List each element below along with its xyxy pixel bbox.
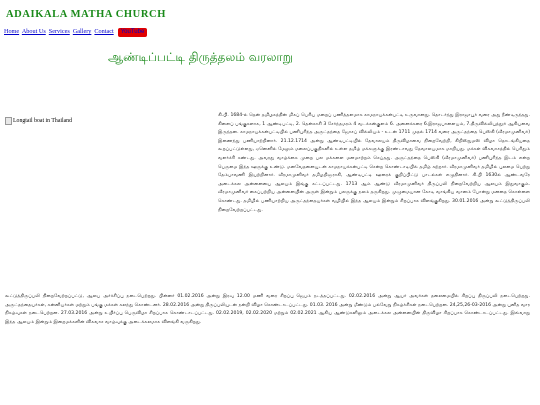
site-title: ADAIKALA MATHA CHURCH	[6, 9, 166, 20]
image-alt-text: Longtail boat in Thailand	[13, 118, 72, 124]
history-paragraph: கி.பி. 1684-ல் தென் தமிழகத்தின் மிகப் பெரிய மறைப் பணித்தளமாக காமநாயக்கன்பட்டி உருவானது. தொடர்ந்து இராஜாபூர் வரை அது நீண்டிருந்தது. கிளைப் பங்குகளாக, 1 ஆண்டிபட்டி, 2. தென்காசி 3 சேர்ந்தமரம் 4 வடக்கன்குளம் 6. அனைக்கரை 6.இராஜபாளையம், 7.திருவில்லிபுத்தூர் ஆகியவை இருந்தன. காமநாயக்கன்பட்டியில் பணிபுரிந்த அருட்தந்தை ஜோசப் வில்லியம் - உடன் 1711 முதல் 1714 வரை அருட்தந்தை பெஸ்கி (வீரமாமுனிவர்) இணைந்து பணியாற்றினார். 21.12.1714 அன்று ஆண்டிபட்டியில் தேவாலயம் திருவிழாவை நிறைவேற்றி, கிறிஸ்துமஸ் விழா தொடங்கியதை கூறப்பட்டுள்ளது, ஏனெனில் மேலும் மலைப்பகுதிகளில் உள்ள தமிழ் மக்களுக்கு இரண்டாவது தேவாலயமாக மாறியது. மக்கள் விசுவாசத்தில் பெரிதும் வளர்ச்சி கண்டது. அவரது வாழ்க்கை முறை பல மக்களை மனமாற்றம் செய்தது. அருட்தந்தை பெஸ்கி (வீரமாமுனிவர்) பணிபுரிந்த இடம் என்ற பெருமை இந்த ஊருக்கு உண்டு. மனவேதனையுடன் காமநாயக்கன்பட்டி சென்ற கொண்டாடியில் தமிழ் கற்றார். வீரமாமுனிவர் தமிழில் புலமை பெற்று தேம்பாவணி இயற்றினார். வீரமாமுனிவர் தமிழறிஞராகி, ஆண்டிபட்டி ஊரைக் குறிப்பிட்டு பாடல்கள் எழுதினார். கி.பி 1630ல் ஆண்டவரே அடைக்கல அன்னையை ஆலயம் இங்கு கட்டப்பட்டது. 1713 ஆம் ஆண்டு வீரமாமுனிவர் திருப்பலி நிறைவேற்றிய ஆலயம் இதுவாகும். வீரமாமுனிவர் கைப்பற்றிய அன்னையின் அருள் இன்றும் பலருக்கு நலம் தருகிறது. முழுமையான கோடி வாங்கிய வானம் போன்று மனதை கொள்ளை கொண்டது. தமிழில் பணியாற்றிய அருட்தந்தையர்கள் வழியில் இந்த ஆலயம் இன்றும் சிறப்பாக விளங்குகிறது. 30.01.2016 அன்று கூட்டுத்திருப்பலி நிறைவேற்றப்பட்டது.	[218, 113, 530, 213]
nav-about-link[interactable]: About Us	[21, 28, 46, 35]
main-nav	[4, 28, 149, 37]
broken-image-icon	[5, 117, 12, 125]
youtube-button[interactable]: YouTube	[118, 28, 148, 37]
nav-services-link[interactable]: Services	[48, 28, 70, 35]
church-image	[5, 117, 72, 125]
history-paragraph-continued: கூட்டுத்திருப்பலி நிறைவேற்றப்பட்டு, ஆலய அர்ச்சிப்பு நடைபெற்றது. பின்னர் 01.02.2016 அன்று இரவு 12.00 மணி வரை சிறப்பு ஜெபம் நடத்தப்பட்டது. 02.02.2016 அன்று ஆயர் அவர்கள் தலைமையில் சிறப்பு திருப்பலி நடைபெற்றது. அருட்தந்தையர்கள், கன்னியர்கள் மற்றும் பங்கு மக்கள் கலந்து கொண்டனர். 28.02.2016 அன்று திருப்பலியுடன் நன்றி விழா கொண்டாடப்பட்டது. 01.03. 2016 அன்று மீண்டும் பல்வேறு நிகழ்ச்சிகள் நடைபெற்றன. 24,25,26-03-2016 அன்று புனித வார நிகழ்வுகள் நடைபெற்றன. 27.03.2016 அன்று உயிர்ப்பு பெருவிழா சிறப்பாக கொண்டாடப்பட்டது. 02.02.2019, 02.02.2020 மற்றும் 02.02.2021 ஆகிய ஆண்டுகளிலும் அடைக்கல அன்னையின் திருவிழா சிறப்பாக கொண்டாடப்பட்டது. இவ்வாறு இந்த ஆலயம் இன்றும் இறைமக்களின் விசுவாச வாழ்வுக்கு அடைக்கலமாக விளங்கி வருகிறது.	[5, 294, 530, 325]
nav-home-link[interactable]: Home	[4, 28, 20, 35]
nav-contact-link[interactable]: Contact	[94, 28, 114, 35]
page-title: ஆண்டிப்பட்டி திருத்தலம் வரலாறு	[108, 50, 293, 64]
nav-gallery-link[interactable]: Gallery	[72, 28, 92, 35]
